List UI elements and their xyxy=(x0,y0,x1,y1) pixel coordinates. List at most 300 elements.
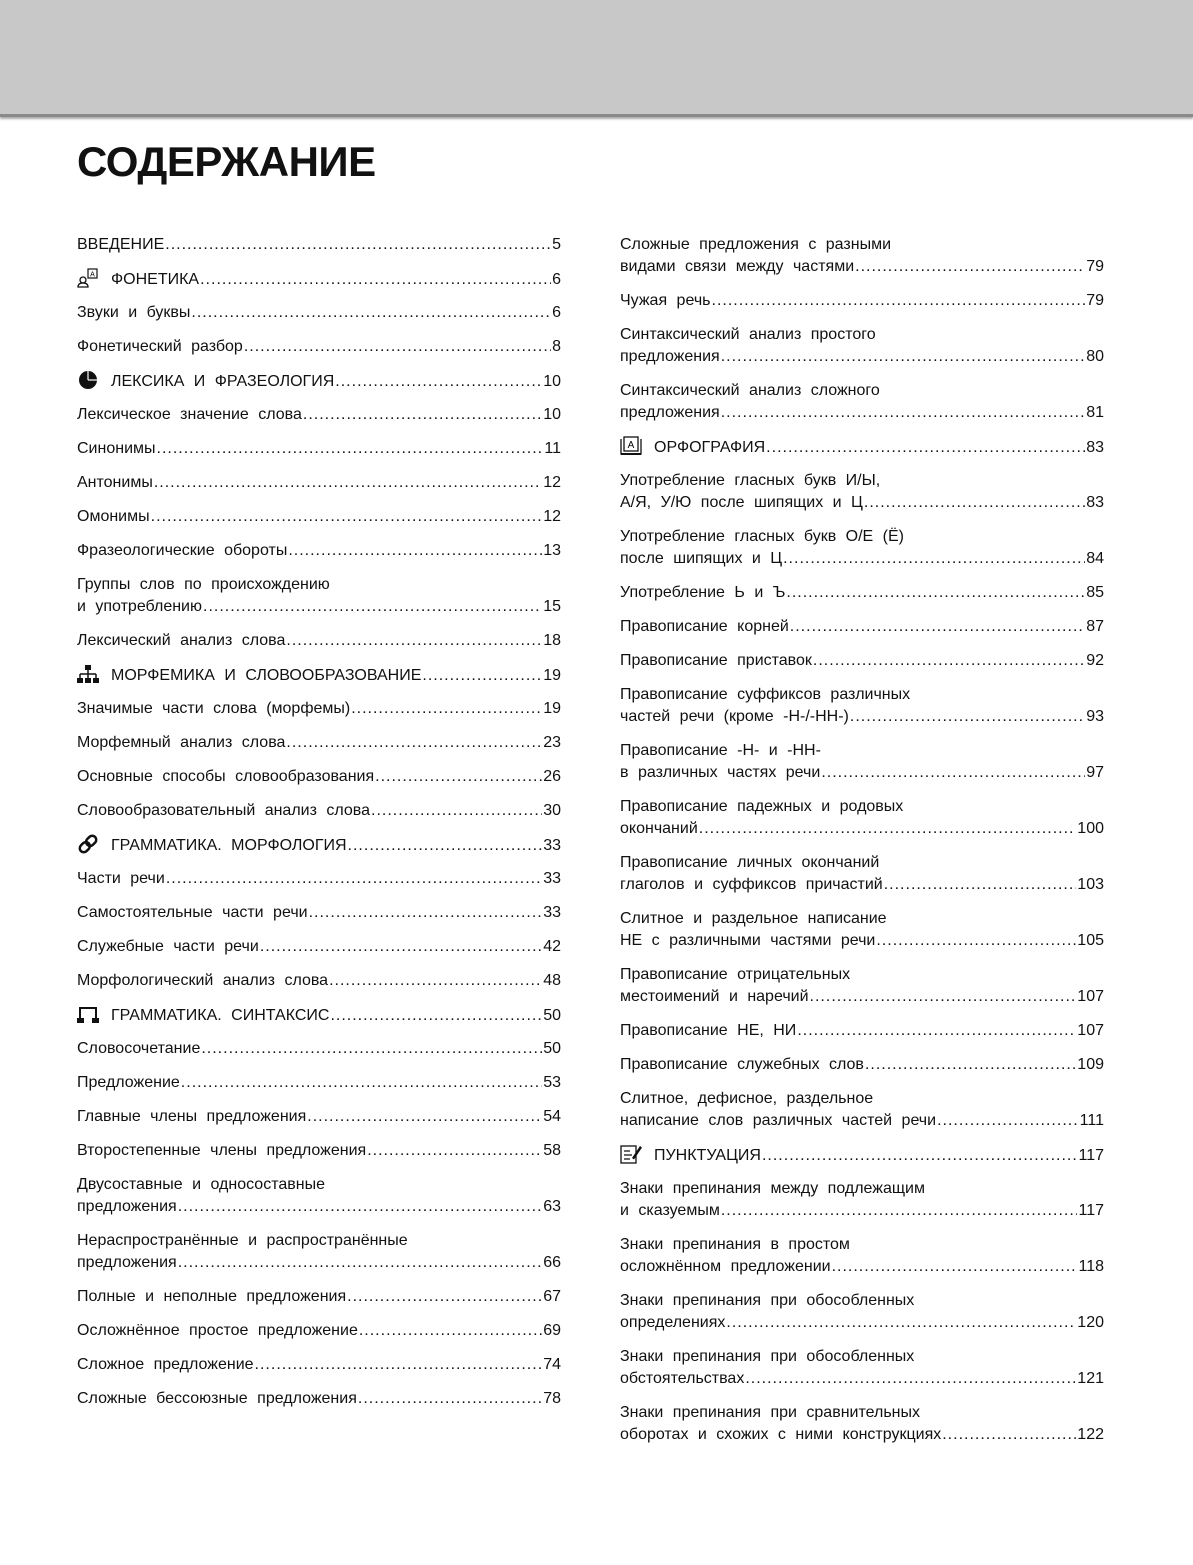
dot-leader xyxy=(329,970,542,992)
toc-entry[interactable] xyxy=(620,1054,1104,1076)
toc-entry-title: Служебные части речи xyxy=(77,938,259,955)
toc-entry-line xyxy=(77,336,561,358)
toc-entry-title: Нераспространённые и распространённые xyxy=(77,1232,408,1249)
toc-entry[interactable] xyxy=(77,1354,561,1376)
toc-page-number: 67 xyxy=(543,1288,561,1305)
toc-page-number: 5 xyxy=(552,236,561,253)
toc-entry-title: Правописание корней xyxy=(620,618,789,635)
toc-entry-title: Главные члены предложения xyxy=(77,1108,307,1125)
toc-entry-title: Самостоятельные части речи xyxy=(77,904,308,921)
toc-page-number: 87 xyxy=(1086,618,1104,635)
dot-leader xyxy=(783,548,1085,570)
toc-page-number: 30 xyxy=(543,802,561,819)
toc-entry[interactable] xyxy=(77,970,561,992)
toc-page-number: 107 xyxy=(1077,988,1104,1005)
toc-entry-title: ЛЕКСИКА И ФРАЗЕОЛОГИЯ xyxy=(111,373,335,390)
toc-entry-line xyxy=(620,930,1104,952)
toc-entry-title: Правописание служебных слов xyxy=(620,1056,864,1073)
toc-entry[interactable] xyxy=(620,908,1104,952)
toc-entry[interactable] xyxy=(77,302,561,324)
toc-entry-line xyxy=(77,370,561,392)
toc-page-number: 122 xyxy=(1077,1426,1104,1443)
punctuation-icon xyxy=(620,1144,642,1164)
toc-entry-line xyxy=(620,402,1104,424)
toc-entry-title: Лексический анализ слова xyxy=(77,632,286,649)
toc-entry[interactable] xyxy=(620,324,1104,368)
dot-leader xyxy=(255,1354,543,1376)
dot-leader xyxy=(347,1286,542,1308)
toc-entry[interactable] xyxy=(620,470,1104,514)
toc-page-number: 79 xyxy=(1086,292,1104,309)
toc-entry-title: Чужая речь xyxy=(620,292,711,309)
toc-entry[interactable] xyxy=(620,684,1104,728)
toc-entry-line xyxy=(620,1234,1104,1256)
toc-entry-title: Фонетический разбор xyxy=(77,338,243,355)
toc-entry-line xyxy=(77,268,561,290)
toc-page-number: 118 xyxy=(1078,1258,1104,1275)
toc-entry-title: ВВЕДЕНИЕ xyxy=(77,236,165,253)
toc-entry-line xyxy=(620,492,1104,514)
toc-entry-line xyxy=(77,800,561,822)
toc-entry-title: Употребление Ь и Ъ xyxy=(620,584,786,601)
toc-entry[interactable] xyxy=(620,380,1104,424)
toc-page-number: 117 xyxy=(1078,1147,1104,1164)
toc-page-number: 85 xyxy=(1086,584,1104,601)
toc-entry-title: Звуки и буквы xyxy=(77,304,191,321)
toc-page-number: 6 xyxy=(552,304,561,321)
toc-entry[interactable] xyxy=(77,766,561,788)
toc-section-heading[interactable] xyxy=(77,834,561,856)
toc-entry[interactable] xyxy=(620,650,1104,672)
toc-entry[interactable] xyxy=(77,336,561,358)
toc-entry[interactable] xyxy=(77,540,561,562)
toc-page-number: 111 xyxy=(1079,1112,1104,1129)
toc-entry-line xyxy=(77,574,561,596)
toc-column-right xyxy=(620,234,1104,1458)
dot-leader xyxy=(942,1424,1076,1446)
toc-page-number: 18 xyxy=(543,632,561,649)
toc-page-number: 50 xyxy=(543,1007,561,1024)
toc-page-number: 33 xyxy=(543,837,561,854)
toc-entry-line xyxy=(77,834,561,856)
toc-page-number: 100 xyxy=(1077,820,1104,837)
toc-entry-title: Знаки препинания в простом xyxy=(620,1236,850,1253)
toc-entry-line xyxy=(77,404,561,426)
toc-entry[interactable] xyxy=(620,1402,1104,1446)
toc-entry-title: Словосочетание xyxy=(77,1040,201,1057)
dot-leader xyxy=(850,706,1085,728)
toc-entry-title: и употреблению xyxy=(77,598,202,615)
toc-entry-line xyxy=(620,470,1104,492)
toc-entry-title: А/Я, У/Ю после шипящих и Ц xyxy=(620,494,863,511)
toc-page-number: 81 xyxy=(1086,404,1104,421)
toc-entry[interactable] xyxy=(77,472,561,494)
dot-leader xyxy=(303,404,542,426)
toc-entry[interactable] xyxy=(620,582,1104,604)
toc-entry-line xyxy=(620,526,1104,548)
toc-page-number: 6 xyxy=(552,271,561,288)
toc-entry[interactable] xyxy=(77,868,561,890)
toc-entry-line xyxy=(77,868,561,890)
toc-entry-title: МОРФЕМИКА И СЛОВООБРАЗОВАНИЕ xyxy=(111,667,422,684)
toc-section-heading[interactable] xyxy=(77,268,561,290)
dot-leader xyxy=(348,835,543,857)
bracket-icon xyxy=(77,1004,99,1024)
dot-leader xyxy=(166,868,542,890)
toc-entry-line xyxy=(77,1230,561,1252)
toc-page-number: 13 xyxy=(543,542,561,559)
toc-section-heading[interactable] xyxy=(77,1004,561,1026)
toc-page-number: 10 xyxy=(543,373,561,390)
toc-entry-line xyxy=(620,706,1104,728)
toc-entry-title: предложения xyxy=(620,348,720,365)
toc-entry[interactable] xyxy=(77,438,561,460)
toc-entry-title: Слитное, дефисное, раздельное xyxy=(620,1090,874,1107)
toc-entry-title: написание слов различных частей речи xyxy=(620,1112,937,1129)
dot-leader xyxy=(876,930,1076,952)
toc-entry-line xyxy=(620,346,1104,368)
toc-entry-title: Слитное и раздельное написание xyxy=(620,910,887,927)
toc-entry-line xyxy=(620,234,1104,256)
dot-leader xyxy=(821,762,1085,784)
toc-page-number: 83 xyxy=(1086,494,1104,511)
toc-entry-line xyxy=(77,472,561,494)
toc-section-heading[interactable] xyxy=(620,436,1104,458)
toc-entry[interactable] xyxy=(77,902,561,924)
toc-entry-title: Части речи xyxy=(77,870,165,887)
dot-leader xyxy=(937,1110,1079,1132)
dot-leader xyxy=(358,1388,542,1410)
dot-leader xyxy=(181,1072,542,1094)
toc-entry-line xyxy=(620,616,1104,638)
dot-leader xyxy=(203,596,542,618)
toc-page-number: 12 xyxy=(543,474,561,491)
toc-entry-title: Правописание НЕ, НИ xyxy=(620,1022,797,1039)
toc-entry-line xyxy=(77,902,561,924)
toc-entry[interactable] xyxy=(77,936,561,958)
toc-entry-line xyxy=(620,1110,1104,1132)
toc-entry-line xyxy=(77,664,561,686)
toc-entry-line xyxy=(620,1290,1104,1312)
toc-entry[interactable] xyxy=(620,616,1104,638)
dot-leader xyxy=(165,234,551,256)
toc-page-number: 117 xyxy=(1078,1202,1104,1219)
dot-leader xyxy=(865,1054,1076,1076)
header-band xyxy=(0,0,1193,117)
toc-entry[interactable] xyxy=(620,1346,1104,1390)
toc-entry-title: Правописание приставок xyxy=(620,652,812,669)
toc-entry[interactable] xyxy=(77,574,561,618)
toc-entry-line xyxy=(620,964,1104,986)
dot-leader xyxy=(371,800,542,822)
toc-entry-title: ФОНЕТИКА xyxy=(111,271,200,288)
toc-entry-title: оборотах и схожих с ними конструкциях xyxy=(620,1426,942,1443)
toc-page-number: 74 xyxy=(543,1356,561,1373)
toc-entry-title: Употребление гласных букв О/Е (Ё) xyxy=(620,528,904,545)
toc-entry-line xyxy=(77,698,561,720)
dot-leader xyxy=(766,437,1085,459)
toc-entry[interactable] xyxy=(620,1020,1104,1042)
toc-entry-title: Второстепенные члены предложения xyxy=(77,1142,367,1159)
toc-entry-title: Синтаксический анализ сложного xyxy=(620,382,880,399)
dot-leader xyxy=(832,1256,1078,1278)
toc-entry-line xyxy=(77,1388,561,1410)
toc-page-number: 78 xyxy=(543,1390,561,1407)
toc-entry-title: Морфемный анализ слова xyxy=(77,734,286,751)
toc-entry[interactable] xyxy=(620,1234,1104,1278)
toc-page-number: 69 xyxy=(543,1322,561,1339)
toc-entry[interactable] xyxy=(77,630,561,652)
toc-entry-line xyxy=(77,1174,561,1196)
dot-leader xyxy=(790,616,1085,638)
dot-leader xyxy=(422,665,542,687)
toc-entry[interactable] xyxy=(77,698,561,720)
toc-page-number: 121 xyxy=(1077,1370,1104,1387)
toc-page-number: 84 xyxy=(1086,550,1104,567)
toc-entry-line xyxy=(620,762,1104,784)
toc-entry-line xyxy=(620,1088,1104,1110)
dot-leader xyxy=(745,1368,1076,1390)
toc-entry-line xyxy=(77,1320,561,1342)
toc-entry-title: Основные способы словообразования xyxy=(77,768,375,785)
toc-entry-line xyxy=(77,936,561,958)
toc-page-number: 12 xyxy=(543,508,561,525)
toc-entry[interactable] xyxy=(620,290,1104,312)
toc-entry-title: обстоятельствах xyxy=(620,1370,745,1387)
toc-page-number: 50 xyxy=(543,1040,561,1057)
phonetics-icon xyxy=(77,268,99,288)
toc-page-number: 63 xyxy=(543,1198,561,1215)
toc-entry-title: предложения xyxy=(77,1198,177,1215)
dot-leader xyxy=(157,438,544,460)
toc-entry[interactable] xyxy=(620,234,1104,278)
toc-entry[interactable] xyxy=(620,1290,1104,1334)
toc-entry-line xyxy=(620,256,1104,278)
toc-page-number: 19 xyxy=(543,667,561,684)
toc-entry[interactable] xyxy=(77,1106,561,1128)
book-icon xyxy=(620,436,642,456)
dot-leader xyxy=(813,650,1085,672)
dot-leader xyxy=(359,1320,542,1342)
dot-leader xyxy=(726,1312,1076,1334)
pie-chart-icon xyxy=(77,370,99,390)
toc-entry[interactable] xyxy=(620,1178,1104,1222)
dot-leader xyxy=(712,290,1086,312)
toc-entry-title: Правописание отрицательных xyxy=(620,966,851,983)
toc-entry-title: Значимые части слова (морфемы) xyxy=(77,700,351,717)
toc-entry[interactable] xyxy=(77,1174,561,1218)
dot-leader xyxy=(178,1196,542,1218)
toc-entry[interactable] xyxy=(77,1072,561,1094)
dot-leader xyxy=(367,1140,542,1162)
toc-entry[interactable] xyxy=(620,964,1104,1008)
toc-entry-line xyxy=(77,506,561,528)
toc-page-number: 107 xyxy=(1077,1022,1104,1039)
toc-entry[interactable] xyxy=(620,852,1104,896)
dot-leader xyxy=(855,256,1085,278)
toc-entry-line xyxy=(620,852,1104,874)
toc-entry-title: Правописание личных окончаний xyxy=(620,854,880,871)
toc-entry-title: видами связи между частями xyxy=(620,258,855,275)
dot-leader xyxy=(786,582,1085,604)
toc-entry-line xyxy=(620,650,1104,672)
dot-leader xyxy=(288,540,542,562)
toc-entry-title: местоимений и наречий xyxy=(620,988,809,1005)
toc-entry[interactable] xyxy=(77,1038,561,1060)
dot-leader xyxy=(335,371,542,393)
toc-entry-title: Сложные предложения с разными xyxy=(620,236,892,253)
dot-leader xyxy=(244,336,551,358)
toc-entry[interactable] xyxy=(620,796,1104,840)
toc-page-number: 83 xyxy=(1086,439,1104,456)
toc-page-number: 42 xyxy=(543,938,561,955)
toc-page-number: 23 xyxy=(543,734,561,751)
toc-entry-line xyxy=(77,1196,561,1218)
toc-entry-line xyxy=(77,540,561,562)
toc-page-number: 120 xyxy=(1077,1314,1104,1331)
dot-leader xyxy=(797,1020,1076,1042)
toc-page-number: 92 xyxy=(1086,652,1104,669)
toc-section-heading[interactable] xyxy=(77,370,561,392)
toc-entry-line xyxy=(77,1140,561,1162)
toc-entry-title: Правописание -Н- и -НН- xyxy=(620,742,821,759)
toc-entry-title: частей речи (кроме -Н-/-НН-) xyxy=(620,708,849,725)
toc-entry[interactable] xyxy=(77,1320,561,1342)
toc-entry-line xyxy=(77,438,561,460)
toc-section-heading[interactable] xyxy=(620,1144,1104,1166)
toc-entry[interactable] xyxy=(77,1286,561,1308)
toc-entry-line xyxy=(620,1346,1104,1368)
toc-entry-title: Синтаксический анализ простого xyxy=(620,326,876,343)
toc-entry-line xyxy=(77,302,561,324)
toc-entry[interactable] xyxy=(77,506,561,528)
toc-entry-line xyxy=(620,684,1104,706)
toc-entry-title: Сложное предложение xyxy=(77,1356,254,1373)
toc-page-number: 79 xyxy=(1086,258,1104,275)
toc-page-number: 48 xyxy=(543,972,561,989)
toc-entry-title: и сказуемым xyxy=(620,1202,720,1219)
toc-entry-title: Правописание суффиксов различных xyxy=(620,686,911,703)
toc-entry[interactable] xyxy=(77,732,561,754)
dot-leader xyxy=(286,732,542,754)
toc-section-heading[interactable] xyxy=(77,664,561,686)
toc-entry-title: ОРФОГРАФИЯ xyxy=(654,439,766,456)
toc-entry-line xyxy=(77,1004,561,1026)
toc-entry-title: Антонимы xyxy=(77,474,153,491)
toc-entry-line xyxy=(620,1424,1104,1446)
toc-entry-title: определениях xyxy=(620,1314,726,1331)
toc-entry-line xyxy=(620,1200,1104,1222)
toc-entry-line xyxy=(620,548,1104,570)
toc-entry-title: Знаки препинания при обособленных xyxy=(620,1348,915,1365)
toc-page-number: 33 xyxy=(543,870,561,887)
toc-entry-title: Правописание падежных и родовых xyxy=(620,798,904,815)
toc-page-number: 97 xyxy=(1086,764,1104,781)
toc-entry-title: предложения xyxy=(620,404,720,421)
toc-entry-line xyxy=(620,796,1104,818)
svg-text:A: A xyxy=(627,440,635,451)
toc-entry-line xyxy=(620,1144,1104,1166)
toc-entry[interactable] xyxy=(77,234,561,256)
toc-entry-title: Фразеологические обороты xyxy=(77,542,288,559)
dot-leader xyxy=(884,874,1077,896)
toc-entry-line xyxy=(77,1354,561,1376)
toc-entry-line xyxy=(620,380,1104,402)
toc-entry-title: Употребление гласных букв И/Ы, xyxy=(620,472,881,489)
toc-page-number: 58 xyxy=(543,1142,561,1159)
toc-column-left xyxy=(77,234,561,1422)
toc-entry-line xyxy=(77,234,561,256)
toc-entry-line xyxy=(77,1038,561,1060)
toc-entry[interactable] xyxy=(77,1230,561,1274)
hierarchy-icon xyxy=(77,664,99,684)
toc-entry-title: Словообразовательный анализ слова xyxy=(77,802,371,819)
toc-entry-line xyxy=(620,1368,1104,1390)
toc-entry[interactable] xyxy=(77,1140,561,1162)
dot-leader xyxy=(721,346,1085,368)
svg-text:A: A xyxy=(90,271,95,279)
toc-entry-title: Синонимы xyxy=(77,440,156,457)
page-title: СОДЕРЖАНИЕ xyxy=(77,138,376,185)
toc-entry[interactable] xyxy=(620,740,1104,784)
dot-leader xyxy=(201,1038,542,1060)
toc-entry-line xyxy=(620,1256,1104,1278)
toc-entry-title: Знаки препинания при обособленных xyxy=(620,1292,915,1309)
toc-entry-line xyxy=(620,818,1104,840)
toc-entry-line xyxy=(620,986,1104,1008)
toc-page-number: 33 xyxy=(543,904,561,921)
toc-entry-line xyxy=(77,630,561,652)
toc-entry-title: ГРАММАТИКА. МОРФОЛОГИЯ xyxy=(111,837,347,854)
toc-entry-line xyxy=(77,1286,561,1308)
dot-leader xyxy=(309,902,543,924)
toc-entry[interactable] xyxy=(77,404,561,426)
dot-leader xyxy=(721,1200,1078,1222)
toc-entry-title: Знаки препинания при сравнительных xyxy=(620,1404,920,1421)
toc-entry-title: осложнённом предложении xyxy=(620,1258,831,1275)
toc-entry-line xyxy=(620,1402,1104,1424)
toc-entry-line xyxy=(620,436,1104,458)
toc-page-number: 54 xyxy=(543,1108,561,1125)
dot-leader xyxy=(351,698,542,720)
dot-leader xyxy=(810,986,1077,1008)
toc-entry-title: Осложнённое простое предложение xyxy=(77,1322,358,1339)
dot-leader xyxy=(330,1005,542,1027)
toc-entry-line xyxy=(77,732,561,754)
dot-leader xyxy=(260,936,542,958)
link-icon xyxy=(77,834,99,854)
dot-leader xyxy=(307,1106,542,1128)
toc-page-number: 8 xyxy=(552,338,561,355)
toc-page-number: 109 xyxy=(1077,1056,1104,1073)
toc-entry[interactable] xyxy=(77,1388,561,1410)
toc-entry[interactable] xyxy=(620,526,1104,570)
toc-entry-title: предложения xyxy=(77,1254,177,1271)
toc-entry-title: Морфологический анализ слова xyxy=(77,972,329,989)
toc-page-number: 11 xyxy=(544,440,561,457)
toc-page-number: 66 xyxy=(543,1254,561,1271)
toc-entry-title: Группы слов по происхождению xyxy=(77,576,330,593)
toc-entry[interactable] xyxy=(620,1088,1104,1132)
toc-entry-title: после шипящих и Ц xyxy=(620,550,783,567)
toc-entry-title: НЕ с различными частями речи xyxy=(620,932,876,949)
toc-page-number: 93 xyxy=(1086,708,1104,725)
toc-entry-line xyxy=(620,908,1104,930)
toc-entry-title: ПУНКТУАЦИЯ xyxy=(654,1147,761,1164)
toc-entry-title: Лексическое значение слова xyxy=(77,406,302,423)
toc-entry-line xyxy=(620,582,1104,604)
toc-entry[interactable] xyxy=(77,800,561,822)
